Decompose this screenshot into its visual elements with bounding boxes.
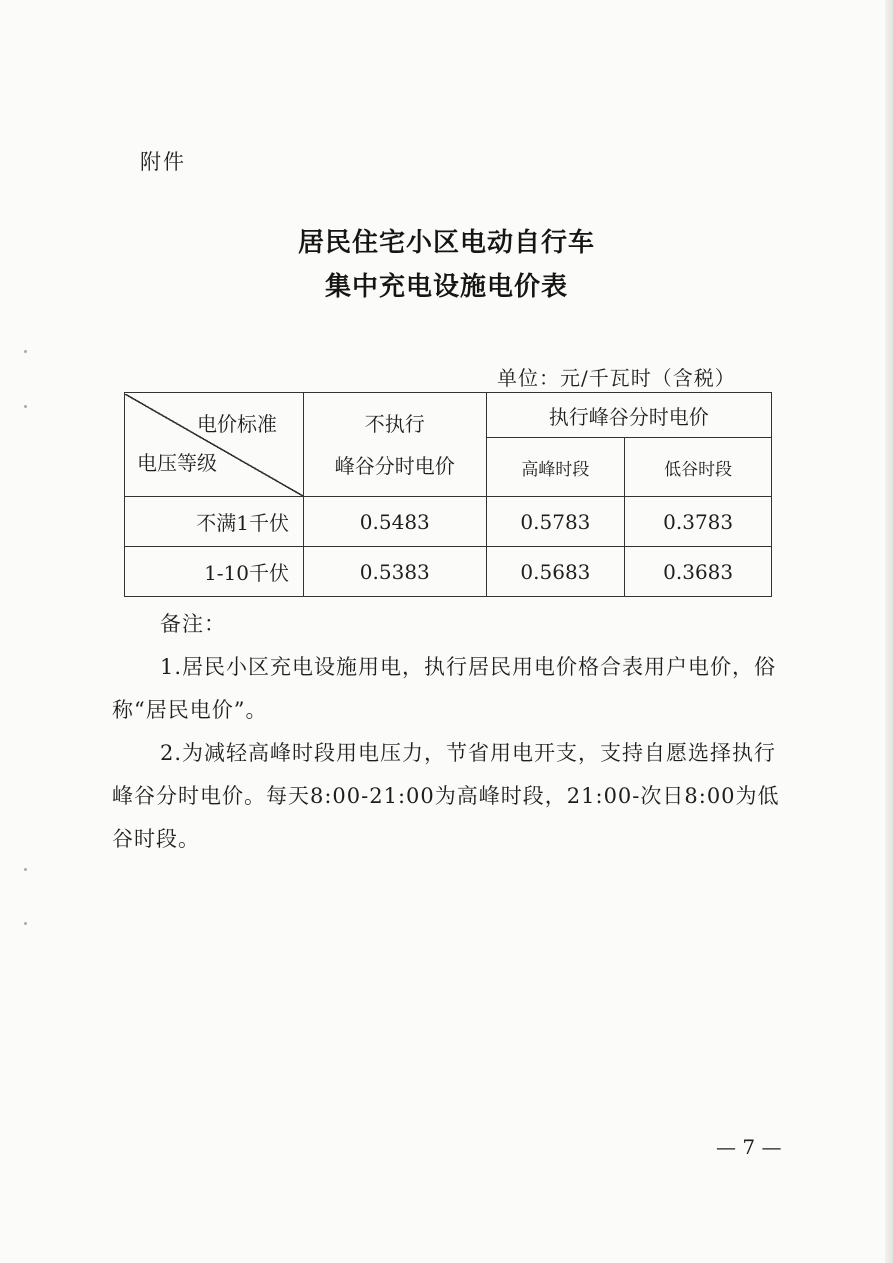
corner-cell <box>125 393 304 497</box>
price-flat: 0.5383 <box>304 547 487 597</box>
annex-label: 附件 <box>140 150 186 174</box>
diagonal-header <box>125 394 303 496</box>
header-no-tou <box>304 393 487 497</box>
page-edge <box>885 0 893 1263</box>
price-peak: 0.5683 <box>486 547 625 597</box>
note-1: 1.居民小区充电设施用电，执行居民用电价格合表用户电价，俗称“居民电价”。 <box>112 655 777 722</box>
scan-speck <box>24 868 27 871</box>
corner-label-price: 电价标准 <box>197 411 277 436</box>
document-title-line1: 居民住宅小区电动自行车 <box>297 228 595 258</box>
document-title-line2: 集中充电设施电价表 <box>324 272 568 302</box>
price-table <box>124 392 772 597</box>
header-valley: 低谷时段 <box>625 438 772 497</box>
scan-speck <box>24 350 27 353</box>
unit-label: 单位：元/千瓦时（含税） <box>497 366 736 390</box>
notes-section <box>112 603 780 861</box>
scan-speck <box>24 922 27 925</box>
voltage-level: 1-10千伏 <box>125 547 304 597</box>
table-row <box>125 547 772 597</box>
header-no-tou-line1: 不执行 <box>364 411 425 436</box>
corner-label-voltage: 电压等级 <box>137 450 217 475</box>
header-peak: 高峰时段 <box>486 438 625 497</box>
table-header-row <box>125 393 772 438</box>
page-number: — 7 — <box>716 1135 782 1159</box>
voltage-level: 不满1千伏 <box>125 497 304 547</box>
price-valley: 0.3783 <box>625 497 772 547</box>
price-peak: 0.5783 <box>486 497 625 547</box>
header-no-tou-line2: 峰谷分时电价 <box>334 453 455 478</box>
price-flat: 0.5483 <box>304 497 487 547</box>
price-valley: 0.3683 <box>625 547 772 597</box>
note-2: 2.为减轻高峰时段用电压力，节省用电开支，支持自愿选择执行峰谷分时电价。每天8:00-21:00为高峰时段，21:00-次日8:00为低谷时段。 <box>112 741 780 851</box>
table-row <box>125 497 772 547</box>
notes-heading: 备注： <box>160 612 226 636</box>
scan-speck <box>24 405 27 408</box>
header-tou: 执行峰谷分时电价 <box>486 393 771 438</box>
